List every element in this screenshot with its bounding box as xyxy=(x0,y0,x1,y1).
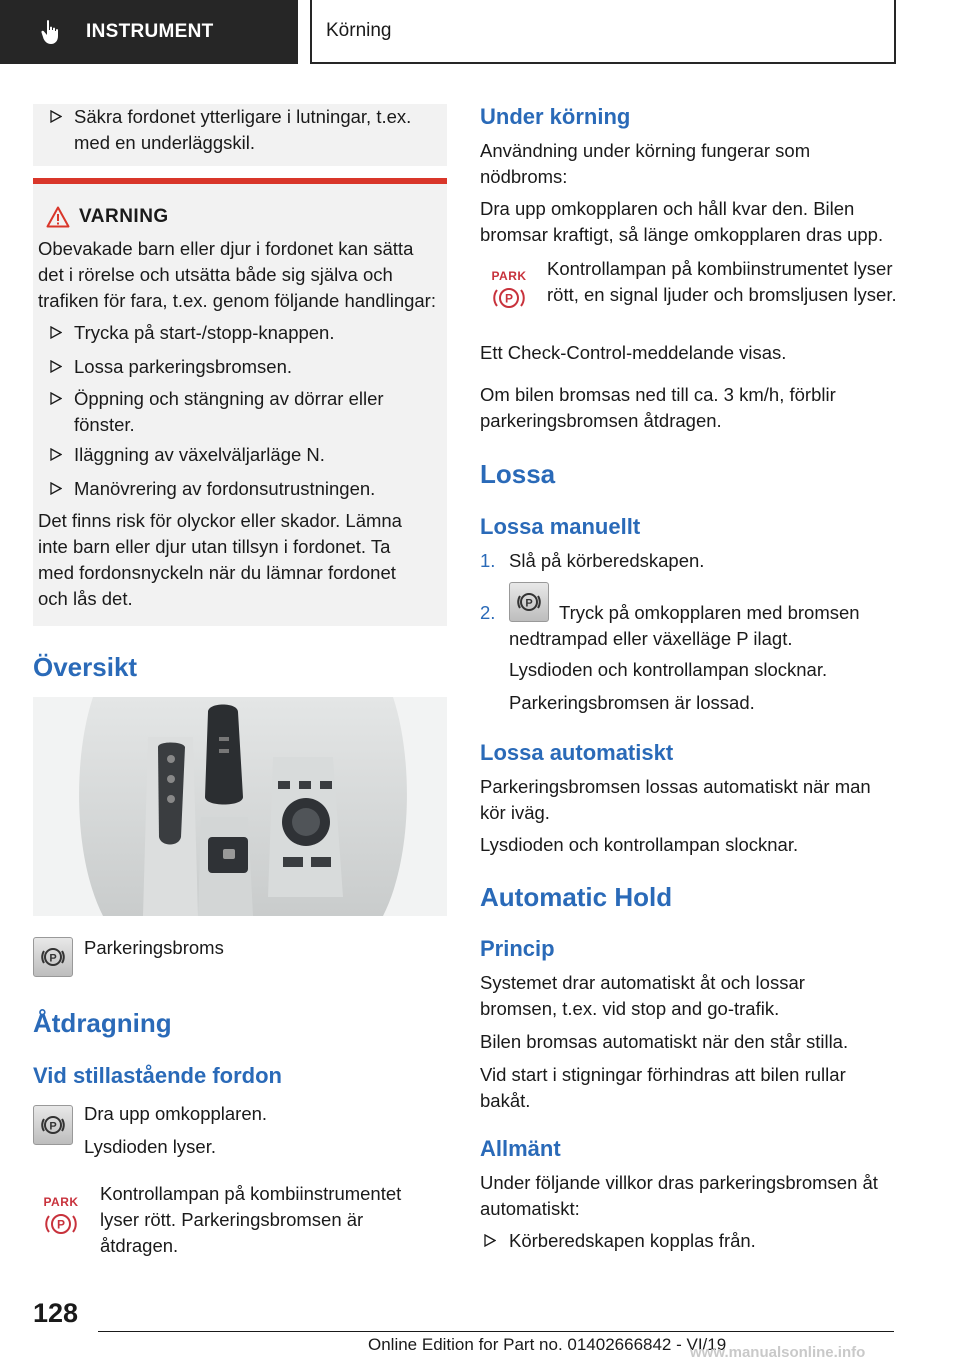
page-header xyxy=(0,0,960,66)
warning-icon xyxy=(46,206,70,228)
allmant-p1: Under följande villkor dras parkeringsbromsen åt automatiskt: xyxy=(480,1172,878,1219)
park-warning-icon: PARK P xyxy=(43,1195,79,1232)
triangle-bullet-icon xyxy=(50,360,62,373)
warning-intro: Obevakade barn eller djur i fordonet kan sätta det i rörelse och utsätta både sig själva och trafiken för fara, t.ex. genom följande handlingar: xyxy=(38,238,436,311)
section-tab[interactable] xyxy=(0,0,298,64)
svg-text:P: P xyxy=(49,952,57,965)
step2-sub1: Lysdioden och kontrollampan slocknar. xyxy=(509,659,828,680)
chapter-tab[interactable] xyxy=(310,0,896,64)
speed-text: Om bilen bromsas ned till ca. 3 km/h, förblir parkeringsbromsen åtdragen. xyxy=(480,384,836,431)
stilla-p1: Dra upp omkopplaren. xyxy=(84,1103,268,1124)
chapter-title: Körning xyxy=(326,20,392,41)
step-text-1: Slå på körberedskapen. xyxy=(509,550,705,571)
triangle-bullet-icon xyxy=(50,392,62,405)
warning-item-5: Manövrering av fordonsutrustningen. xyxy=(50,476,440,502)
step-text-2: Tryck på omkopplaren med bromsen nedtrampad eller växelläge P ilagt. xyxy=(509,602,860,649)
section-atdragning: Åtdragning xyxy=(33,1008,172,1038)
triangle-bullet-icon xyxy=(484,1234,496,1247)
section-under-korning: Under körning xyxy=(480,104,631,129)
section-automatic-hold: Automatic Hold xyxy=(480,882,673,912)
parking-brake-switch-icon xyxy=(33,1105,73,1145)
hand-pointer-icon xyxy=(40,19,64,45)
auto-p1: Parkeringsbromsen lossas automatiskt när man kör iväg. xyxy=(480,776,871,823)
svg-text:P: P xyxy=(504,291,514,306)
warning-item-1: Trycka på start-/stopp-knappen. xyxy=(50,320,440,346)
warning-item-4: Iläggning av växelväljarläge N. xyxy=(50,442,440,468)
under-p2: Dra upp omkopplaren och håll kvar den. Bilen bromsar kraftigt, så länge omkopplaren dras upp. xyxy=(480,198,884,245)
page-number: 128 xyxy=(33,1298,79,1328)
parking-brake-switch-icon xyxy=(33,937,73,977)
allmant-bullet: Körberedskapen kopplas från. xyxy=(484,1228,884,1254)
princip-p1: Systemet drar automatiskt åt och lossar bromsen, t.ex. vid stop and go-trafik. xyxy=(480,972,805,1019)
triangle-bullet-icon xyxy=(50,110,62,123)
bullet-text: Säkra fordonet ytterligare i lutningar, t.ex. med en underläggskil. xyxy=(74,106,412,153)
princip-p2: Bilen bromsas automatiskt när den står stilla. xyxy=(480,1031,849,1052)
triangle-bullet-icon xyxy=(50,482,62,495)
section-title: INSTRUMENT xyxy=(86,21,214,42)
bullet-item xyxy=(50,104,440,156)
subsection-stilla: Vid stillastående fordon xyxy=(33,1063,282,1088)
svg-text:P: P xyxy=(49,1120,57,1133)
section-lossa: Lossa xyxy=(480,459,556,489)
auto-p2: Lysdioden och kontrollampan slocknar. xyxy=(480,834,799,855)
subsection-allmant: Allmänt xyxy=(480,1136,561,1161)
park-text-right: Kontrollampan på kombiinstrumentet lyser rött, en signal ljuder och bromsljusen lyser. xyxy=(547,258,897,305)
step2-sub2: Parkeringsbromsen är lossad. xyxy=(509,692,755,713)
stilla-p2: Lysdioden lyser. xyxy=(84,1136,216,1157)
warning-outro: Det finns risk för olyckor eller skador. Lämna inte barn eller djur utan tillsyn i fordonet. Ta med fordonsnyckeln när du lämnar fordonet och lås det. xyxy=(38,510,402,609)
cc-text: Ett Check-Control-meddelande visas. xyxy=(480,342,787,363)
triangle-bullet-icon xyxy=(50,448,62,461)
warning-title: VARNING xyxy=(79,206,169,227)
section-oversikt: Översikt xyxy=(33,652,138,682)
parking-brake-photo xyxy=(33,697,447,916)
subsection-lossa-automatiskt: Lossa automatiskt xyxy=(480,740,674,765)
princip-p3: Vid start i stigningar förhindras att bilen rullar bakåt. xyxy=(480,1064,846,1111)
step-number-2: 2. xyxy=(480,602,496,623)
step-number-1: 1. xyxy=(480,550,496,571)
watermark: www.manualsonline.info xyxy=(690,1344,866,1361)
subsection-princip: Princip xyxy=(480,936,555,961)
photo-caption: Parkeringsbroms xyxy=(84,937,224,958)
under-p1: Användning under körning fungerar som nödbroms: xyxy=(480,140,811,187)
edition-text: Online Edition for Part no. 01402666842 - VI/19 xyxy=(368,1335,727,1354)
warning-item-3: Öppning och stängning av dörrar eller fönster. xyxy=(50,386,410,438)
subsection-lossa-manuellt: Lossa manuellt xyxy=(480,514,641,539)
park-warning-icon: PARK P xyxy=(491,269,527,306)
warning-item-2: Lossa parkeringsbromsen. xyxy=(50,354,440,380)
svg-text:P: P xyxy=(56,1217,66,1232)
svg-text:P: P xyxy=(525,597,533,610)
park-text-left: Kontrollampan på kombiinstrumentet lyser rött. Parkeringsbromsen är åtdragen. xyxy=(100,1183,402,1256)
triangle-bullet-icon xyxy=(50,326,62,339)
